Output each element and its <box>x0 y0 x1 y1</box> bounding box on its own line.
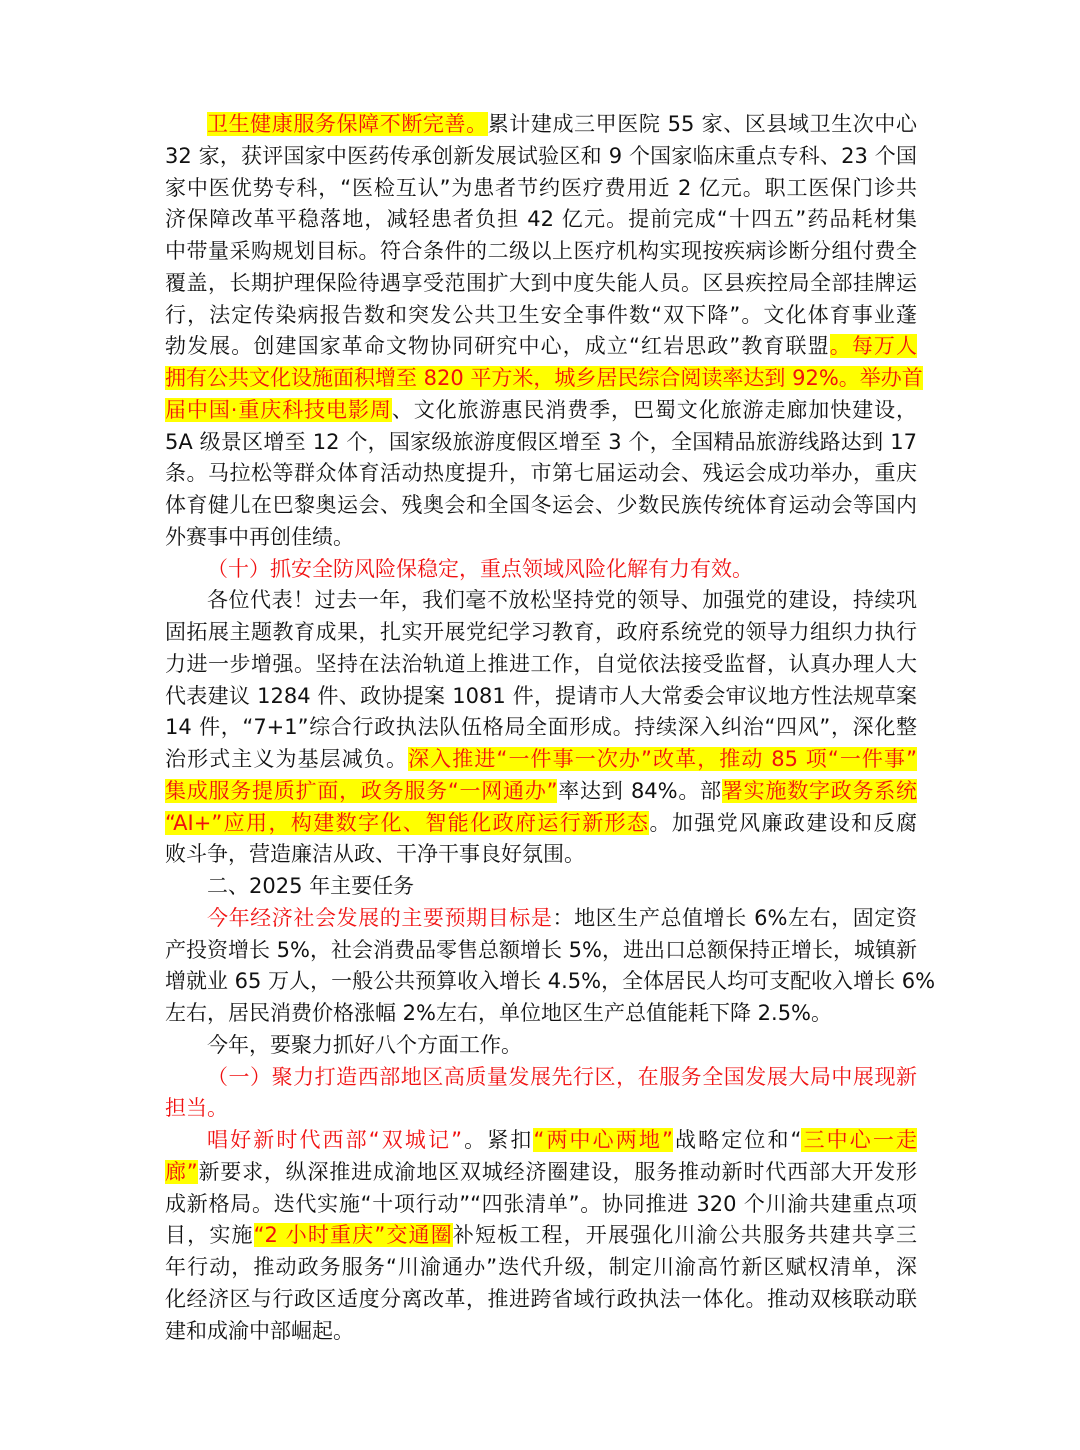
body-text: 外赛事中再创佳绩。 <box>165 524 354 549</box>
text-line <box>165 490 917 522</box>
body-text: 治形式主义为基层减负。 <box>165 747 409 771</box>
body-text: 率达到 84%。部 <box>557 778 722 803</box>
body-text: 新要求，纵深推进成渝地区双城经济圈建设，服务推动新时代西部大开发形 <box>197 1159 917 1184</box>
emphasis-text: （十）抓安全防风险保稳定，重点领域风险化解有力有效。 <box>207 556 753 581</box>
text-line <box>165 1125 917 1157</box>
body-text: 产投资增长 5%，社会消费品零售总额增长 5%，进出口总额保持正增长，城镇新 <box>165 937 917 962</box>
body-text: 行，法定传染病报告数和突发公共卫生安全事件数“双下降”。文化体育事业蓬 <box>165 302 917 327</box>
emphasis-text: 担当。 <box>165 1096 228 1121</box>
highlighted-text: 三中心一走 <box>801 1128 918 1152</box>
highlighted-text: 。每万人 <box>829 334 918 359</box>
text-line <box>165 966 936 998</box>
body-text: 累计建成三甲医院 55 家、区县域卫生次中心 <box>487 112 917 136</box>
highlighted-text: “AI+”应用，构建数字化、智能化政府运行新形态 <box>165 810 650 835</box>
text-line <box>165 236 917 268</box>
emphasis-text: （一）聚力打造西部地区高质量发展先行区，在服务全国发展大局中展现新 <box>207 1064 917 1089</box>
text-line <box>165 109 917 141</box>
text-line <box>165 998 917 1030</box>
text-line <box>165 522 917 554</box>
text-line <box>165 141 917 173</box>
text-line <box>165 554 917 586</box>
text-line <box>165 871 917 903</box>
text-line <box>165 776 917 808</box>
text-line <box>165 1220 917 1252</box>
text-line <box>165 331 917 363</box>
text-line <box>165 1189 917 1221</box>
text-line <box>165 808 917 840</box>
text-line <box>165 458 917 490</box>
body-text: ：地区生产总值增长 6%左右，固定资 <box>552 905 917 930</box>
document-page <box>165 109 936 1347</box>
body-text: 家中医优势专科，“医检互认”为患者节约医疗费用近 2 亿元。职工医保门诊共 <box>165 175 917 200</box>
text-line <box>165 1157 917 1189</box>
highlighted-text: 拥有公共文化设施面积增至 820 平方米，城乡居民综合阅读率达到 92%。举办首 <box>165 366 923 390</box>
text-line <box>165 681 917 713</box>
highlighted-text: “两中心两地” <box>533 1128 673 1152</box>
text-line <box>165 1316 917 1348</box>
highlighted-text: “2 小时重庆”交通圈 <box>253 1223 453 1248</box>
emphasis-text: 唱好新时代西部“双城记” <box>207 1128 462 1152</box>
paragraph <box>165 1030 917 1062</box>
body-text: 32 家，获评国家中医药传承创新发展试验区和 9 个国家临床重点专科、23 个国 <box>165 143 917 168</box>
highlighted-text: 卫生健康服务保障不断完善。 <box>207 112 488 136</box>
highlighted-text: 届中国·重庆科技电影周 <box>165 397 392 422</box>
text-line <box>165 617 917 649</box>
body-text: 成新格局。迭代实施“十项行动”“四张清单”。协同推进 320 个川渝共建重点项 <box>165 1191 917 1216</box>
body-text: 。加强党风廉政建设和反腐 <box>649 810 917 835</box>
highlighted-text: 署实施数字政务系统 <box>721 778 918 803</box>
text-line <box>165 427 917 459</box>
body-text: 战略定位和“ <box>672 1128 802 1152</box>
body-text: 各位代表！过去一年，我们毫不放松坚持党的领导、加强党的建设，持续巩 <box>207 588 917 613</box>
text-line <box>165 1284 917 1316</box>
highlighted-text: 深入推进“一件事一次办”改革，推动 85 项“一件事” <box>408 747 918 771</box>
body-text: 、文化旅游惠民消费季，巴蜀文化旅游走廊加快建设， <box>391 397 917 422</box>
text-line <box>165 204 917 236</box>
highlighted-text: 集成服务提质扩面，政务服务“一网通办” <box>165 778 558 803</box>
paragraph <box>165 1062 917 1126</box>
body-text: 代表建议 1284 件、政协提案 1081 件，提请市人大常委会审议地方性法规草案 <box>165 683 917 708</box>
text-line <box>165 1062 917 1094</box>
paragraph <box>165 1125 917 1347</box>
text-line <box>165 935 917 967</box>
body-text: 5A 级景区增至 12 个，国家级旅游度假区增至 3 个，全国精品旅游线路达到 17 <box>165 429 917 454</box>
text-line <box>165 268 917 300</box>
body-text: 力进一步增强。坚持在法治轨道上推进工作，自觉依法接受监督，认真办理人大 <box>165 651 917 676</box>
text-line <box>165 1093 917 1125</box>
body-text: 建和成渝中部崛起。 <box>165 1318 354 1343</box>
body-text: 败斗争，营造廉洁从政、干净干事良好氛围。 <box>165 842 585 867</box>
body-text: 今年，要聚力抓好八个方面工作。 <box>207 1032 522 1057</box>
highlighted-text: 廊” <box>165 1159 198 1184</box>
body-text: 体育健儿在巴黎奥运会、残奥会和全国冬运会、少数民族传统体育运动会等国内 <box>165 493 917 517</box>
body-text: 覆盖，长期护理保险待遇享受范围扩大到中度失能人员。区县疾控局全部挂牌运 <box>165 270 917 295</box>
text-line <box>165 363 923 395</box>
body-text: 增就业 65 万人，一般公共预算收入增长 4.5%，全体居民人均可支配收入增长 6% <box>165 969 936 994</box>
paragraph <box>165 554 917 586</box>
body-text: 。紧扣 <box>462 1128 534 1152</box>
paragraph <box>165 871 917 903</box>
paragraph <box>165 109 923 554</box>
body-text: 目，实施 <box>165 1223 254 1248</box>
paragraph <box>165 585 917 871</box>
body-text: 补短板工程，开展强化川渝公共服务共建共享三 <box>452 1223 918 1248</box>
body-text: 济保障改革平稳落地，减轻患者负担 42 亿元。提前完成“十四五”药品耗材集 <box>165 207 917 232</box>
text-line <box>165 173 917 205</box>
body-text: 年行动，推动政务服务“川渝通办”迭代升级，制定川渝高竹新区赋权清单，深 <box>165 1255 917 1279</box>
body-text: 14 件，“7+1”综合行政执法队伍格局全面形成。持续深入纠治“四风”，深化整 <box>165 715 917 740</box>
body-text: 中带量采购规划目标。符合条件的二级以上医疗机构实现按疾病诊断分组付费全 <box>165 239 917 263</box>
emphasis-text: 今年经济社会发展的主要预期目标是 <box>207 905 553 930</box>
text-line <box>165 1252 917 1284</box>
text-line <box>165 585 917 617</box>
text-line <box>165 839 917 871</box>
text-line <box>165 903 917 935</box>
body-text: 二、2025 年主要任务 <box>207 874 415 898</box>
text-line <box>165 649 917 681</box>
body-text: 左右，居民消费价格涨幅 2%左右，单位地区生产总值能耗下降 2.5%。 <box>165 1001 833 1025</box>
body-text: 勃发展。创建国家革命文物协同研究中心，成立“红岩思政”教育联盟 <box>165 334 830 359</box>
body-text: 固拓展主题教育成果，扎实开展党纪学习教育，政府系统党的领导力组织力执行 <box>165 620 917 644</box>
text-line <box>165 395 917 427</box>
text-line <box>165 744 917 776</box>
text-line <box>165 712 917 744</box>
paragraph <box>165 903 936 1030</box>
body-text: 化经济区与行政区适度分离改革，推进跨省域行政执法一体化。推动双核联动联 <box>165 1286 917 1311</box>
body-text: 条。马拉松等群众体育活动热度提升，市第七届运动会、残运会成功举办，重庆 <box>165 461 917 486</box>
text-line <box>165 1030 917 1062</box>
text-line <box>165 300 917 332</box>
